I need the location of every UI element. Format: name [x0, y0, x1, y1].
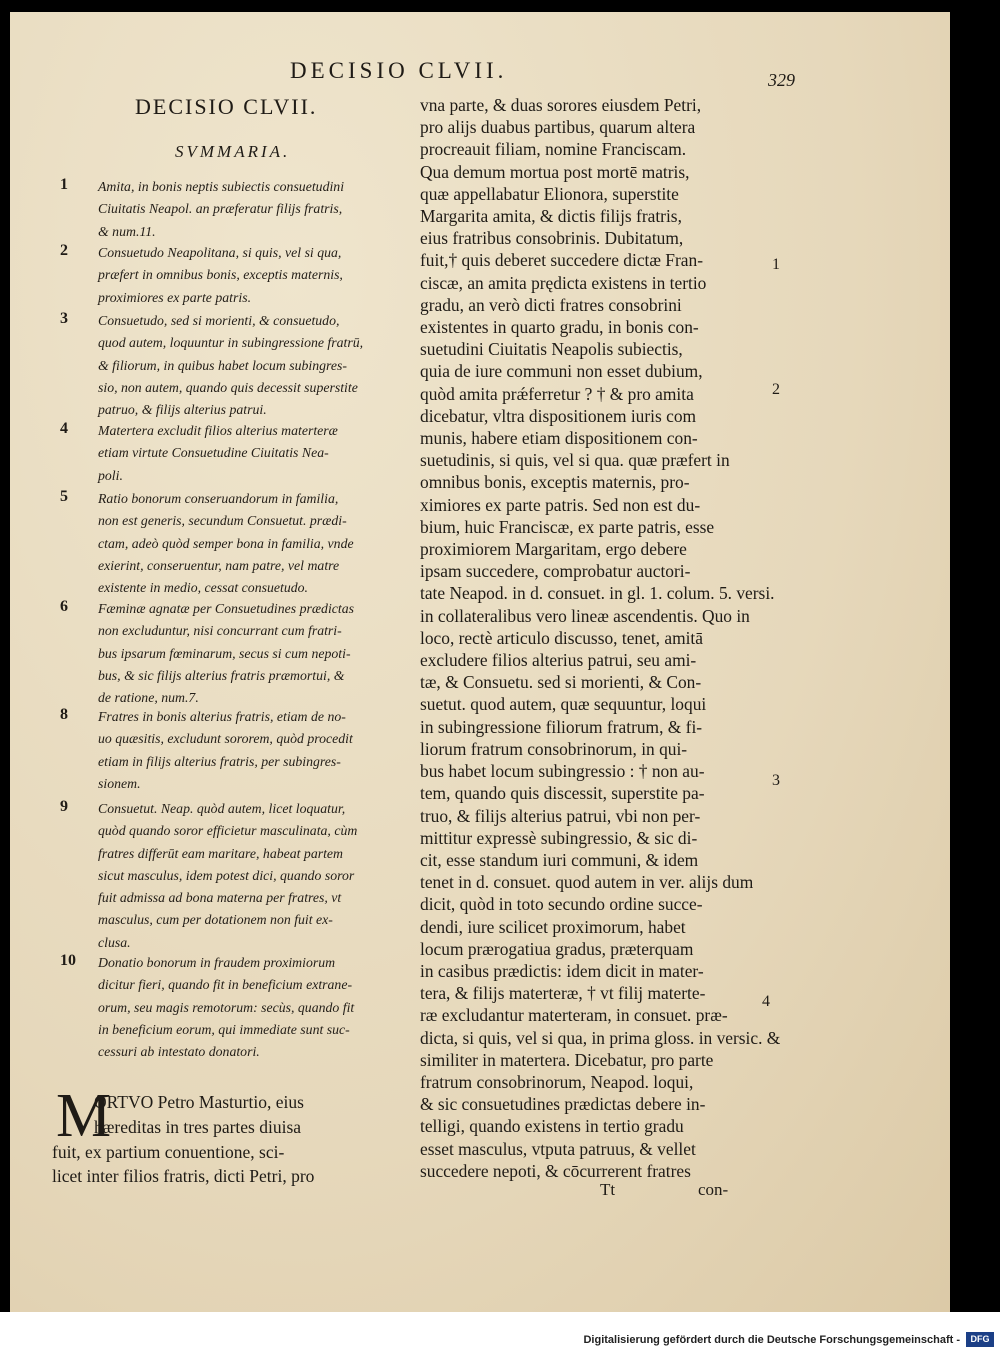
summaria-line: dicitur fieri, quando fit in beneficium extrane-: [98, 977, 353, 993]
body-line: in collateralibus vero lineæ ascendentis. Quo in: [420, 605, 750, 626]
summaria-heading: SVMMARIA.: [175, 142, 291, 161]
summaria-line: poli.: [98, 467, 123, 483]
summaria-line: Consuetudo Neapolitana, si quis, vel si qua,: [98, 245, 342, 260]
body-line: dendi, iure scilicet proximorum, habet: [420, 916, 686, 937]
summaria-line: Ratio bonorum conseruandorum in familia,: [98, 491, 339, 506]
body-line: pro alijs duabus partibus, quarum altera: [420, 117, 696, 138]
margin-number-3: 3: [772, 772, 780, 789]
body-line: proximiorem Margaritam, ergo debere: [420, 539, 687, 560]
summaria-line: fratres differūt eam maritare, habeat partem: [98, 845, 344, 861]
margin-number-4: 4: [762, 993, 770, 1010]
summaria-line: proximiores ex parte patris.: [98, 289, 252, 305]
body-line: tem, quando quis discessit, superstite pa-: [420, 783, 705, 804]
summaria-line: sicut masculus, idem potest dici, quando soror: [98, 867, 355, 883]
summaria-line: ctam, adeò quòd semper bona in familia, vnde: [98, 535, 354, 551]
summaria-entry-text: [98, 310, 398, 421]
summaria-line: præfert in omnibus bonis, exceptis maternis,: [98, 267, 343, 283]
summaria-entry-number: 8: [60, 706, 68, 723]
running-head: DECISIO CLVII.: [290, 58, 508, 83]
summaria-line: Donatio bonorum in fraudem proximiorum: [98, 955, 336, 970]
body-line: ciscæ, an amita prędicta existens in tertio: [420, 272, 707, 293]
intro-line: hæreditas in tres partes diuisa: [94, 1116, 302, 1137]
summaria-entry-number: 10: [60, 952, 76, 969]
summaria-line: etiam in filijs alterius fratris, per subingres-: [98, 753, 341, 769]
body-line: liorum fratrum consobrinorum, in qui-: [420, 738, 688, 759]
body-line: similiter in matertera. Dicebatur, pro parte: [420, 1049, 714, 1070]
body-line: Qua demum mortua post mortē matris,: [420, 161, 690, 182]
body-line: Margarita amita, & dictis filijs fratris,: [420, 206, 682, 227]
body-line: ipsam succedere, comprobatur auctori-: [420, 561, 691, 582]
summaria-line: masculus, cum per dotationem non fuit ex-: [98, 912, 333, 928]
summaria-line: quod autem, loquuntur in subingressione fratrū,: [98, 335, 364, 351]
summaria-entry-text: [98, 488, 398, 599]
margin-number-1: 1: [772, 256, 780, 273]
right-column-text: [420, 94, 781, 1182]
summaria-entry-number: 3: [60, 310, 68, 327]
body-line: eius fratribus consobrinis. Dubitatum,: [420, 228, 684, 249]
body-line: existentes in quarto gradu, in bonis con-: [420, 317, 699, 338]
summaria-line: Ciuitatis Neapol. an præferatur filijs fratris,: [98, 201, 343, 217]
summaria-line: in beneficium eorum, qui immediate sunt suc-: [98, 1021, 350, 1037]
body-line: succedere nepoti, & cōcurrerent fratres: [420, 1160, 691, 1181]
summaria-entry-text: [98, 598, 398, 709]
summaria-entry-text: [98, 798, 398, 954]
summaria-entry-text: [98, 952, 398, 1063]
dfg-logo: DFG: [966, 1332, 994, 1347]
body-line: procreauit filiam, nomine Franciscam.: [420, 139, 687, 160]
summaria-line: existente in medio, cessat consuetudo.: [98, 580, 308, 596]
body-line: suetut. quod autem, quæ sequuntur, loqui: [420, 694, 707, 715]
summaria-line: Matertera excludit filios alterius materteræ: [98, 423, 338, 438]
summaria-line: Fratres in bonis alterius fratris, etiam de no-: [98, 709, 346, 724]
summaria-entry-text: [98, 242, 398, 309]
intro-paragraph: [52, 1090, 392, 1189]
body-line: dicit, quòd in toto secundo ordine succe-: [420, 894, 703, 915]
body-line: loco, rectè articulo discusso, tenet, amitā: [420, 627, 703, 648]
decision-title: DECISIO CLVII.: [135, 94, 318, 119]
body-line: in casibus prædictis: idem dicit in mater-: [420, 960, 704, 981]
summaria-line: etiam virtute Consuetudine Ciuitatis Nea-: [98, 445, 329, 461]
body-line: munis, habere etiam dispositionem con-: [420, 428, 698, 449]
summaria-entry-number: 4: [60, 420, 68, 437]
body-line: tate Neapod. in d. consuet. in gl. 1. colum. 5. versi.: [420, 583, 775, 604]
summaria-line: & filiorum, in quibus habet locum subingres-: [98, 357, 347, 373]
intro-line: licet inter filios fratris, dicti Petri, pro: [52, 1166, 315, 1187]
summaria-line: bus ipsarum fœminarum, secus si cum nepoti-: [98, 645, 351, 661]
body-line: omnibus bonis, exceptis maternis, pro-: [420, 472, 690, 493]
summaria-line: non excluduntur, nisi concurrant cum fratri-: [98, 623, 342, 639]
summaria-entry-number: 6: [60, 598, 68, 615]
summaria-entry-number: 9: [60, 798, 68, 815]
body-line: gradu, an verò dicti fratres consobrini: [420, 294, 682, 315]
body-line: & sic consuetudines prædictas debere in-: [420, 1094, 706, 1115]
body-line: fuit,† quis deberet succedere dictæ Fran-: [420, 250, 703, 271]
body-line: truo, & filijs alterius patrui, vbi non per-: [420, 805, 701, 826]
body-line: mittitur expressè subingressio, & sic di-: [420, 827, 698, 848]
body-line: dicta, si quis, vel si qua, in prima gloss. in versic. &: [420, 1027, 781, 1048]
body-line: bium, huic Franciscæ, ex parte patris, esse: [420, 516, 715, 537]
summaria-line: uo quæsitis, excludunt sororem, quòd procedit: [98, 731, 353, 747]
summaria-line: clusa.: [98, 934, 131, 950]
summaria-line: Amita, in bonis neptis subiectis consuetudini: [98, 179, 345, 194]
body-line: tera, & filijs materteræ, † vt filij materte-: [420, 983, 706, 1004]
summaria-line: sio, non autem, quando quis decessit superstite: [98, 379, 358, 395]
intro-line: ORTVO Petro Masturtio, eius: [94, 1092, 304, 1112]
body-line: fratrum consobrinorum, Neapod. loqui,: [420, 1071, 694, 1092]
body-line: ximiores ex parte patris. Sed non est du-: [420, 494, 701, 515]
margin-number-2: 2: [772, 381, 780, 398]
summaria-line: quòd quando soror efficietur masculinata, cùm: [98, 823, 358, 839]
summaria-line: non est generis, secundum Consuetut. prædi-: [98, 513, 347, 529]
body-line: in subingressione filiorum fratrum, & fi-: [420, 716, 703, 737]
footer-credit: Digitalisierung gefördert durch die Deutsche Forschungsgemeinschaft -: [583, 1334, 960, 1346]
summaria-entry-text: [98, 706, 398, 795]
summaria-line: patruo, & filijs alterius patrui.: [98, 402, 267, 418]
body-line: telligi, quando existens in tertio gradu: [420, 1116, 684, 1137]
signature-mark: Tt: [600, 1180, 616, 1199]
body-line: tenet in d. consuet. quod autem in ver. alijs dum: [420, 872, 754, 893]
summaria-line: cessuri ab intestato donatori.: [98, 1044, 260, 1060]
body-line: suetudini Ciuitatis Neapolis subiectis,: [420, 339, 683, 360]
folio-number: 329: [768, 70, 795, 90]
summaria-line: exierint, conseruentur, nam patre, vel matre: [98, 557, 340, 573]
body-line: bus habet locum subingressio : † non au-: [420, 761, 705, 782]
summaria-line: orum, seu magis remotorum: secùs, quando fit: [98, 999, 355, 1015]
body-line: esset masculus, vtputa patruus, & vellet: [420, 1138, 696, 1159]
body-line: quia de iure communi non esset dubium,: [420, 361, 703, 382]
summaria-entry-text: [98, 420, 398, 487]
body-line: excludere filios alterius patrui, seu ami-: [420, 650, 697, 671]
body-line: tæ, & Consuetu. sed si morienti, & Con-: [420, 672, 702, 693]
summaria-entry-number: 1: [60, 176, 68, 193]
summaria-line: Consuetudo, sed si morienti, & consuetudo,: [98, 313, 340, 328]
intro-line: fuit, ex partium conuentione, sci-: [52, 1141, 285, 1162]
body-line: dicebatur, vltra dispositionem iuris com: [420, 405, 697, 426]
summaria-line: fuit admissa ad bona materna per fratres, vt: [98, 890, 342, 906]
summaria-entry-number: 5: [60, 488, 68, 505]
summaria-entry-text: [98, 176, 398, 243]
summaria-line: & num.11.: [98, 223, 156, 239]
summaria-line: Fæminæ agnatæ per Consuetudines prædictas: [98, 601, 355, 616]
summaria-entry-number: 2: [60, 242, 68, 259]
catchword: con-: [698, 1180, 729, 1199]
body-line: ræ excludantur materteram, in consuet. præ-: [420, 1005, 728, 1026]
body-line: quòd amita prǽferretur ? † & pro amita: [420, 383, 694, 404]
body-line: vna parte, & duas sorores eiusdem Petri,: [420, 95, 702, 115]
body-line: locum prærogatiua gradus, præterquam: [420, 938, 694, 959]
body-line: cit, esse standum iuri communi, & idem: [420, 849, 699, 870]
summaria-line: de ratione, num.7.: [98, 690, 199, 706]
body-line: quæ appellabatur Elionora, superstite: [420, 183, 679, 204]
summaria-line: Consuetut. Neap. quòd autem, licet loquatur,: [98, 801, 346, 816]
summaria-line: sionem.: [98, 775, 141, 791]
summaria-line: bus, & sic filijs alterius fratris præmortui, &: [98, 667, 345, 683]
drop-cap: M: [56, 1082, 112, 1150]
body-line: suetudinis, si quis, vel si qua. quæ præfert in: [420, 450, 730, 471]
